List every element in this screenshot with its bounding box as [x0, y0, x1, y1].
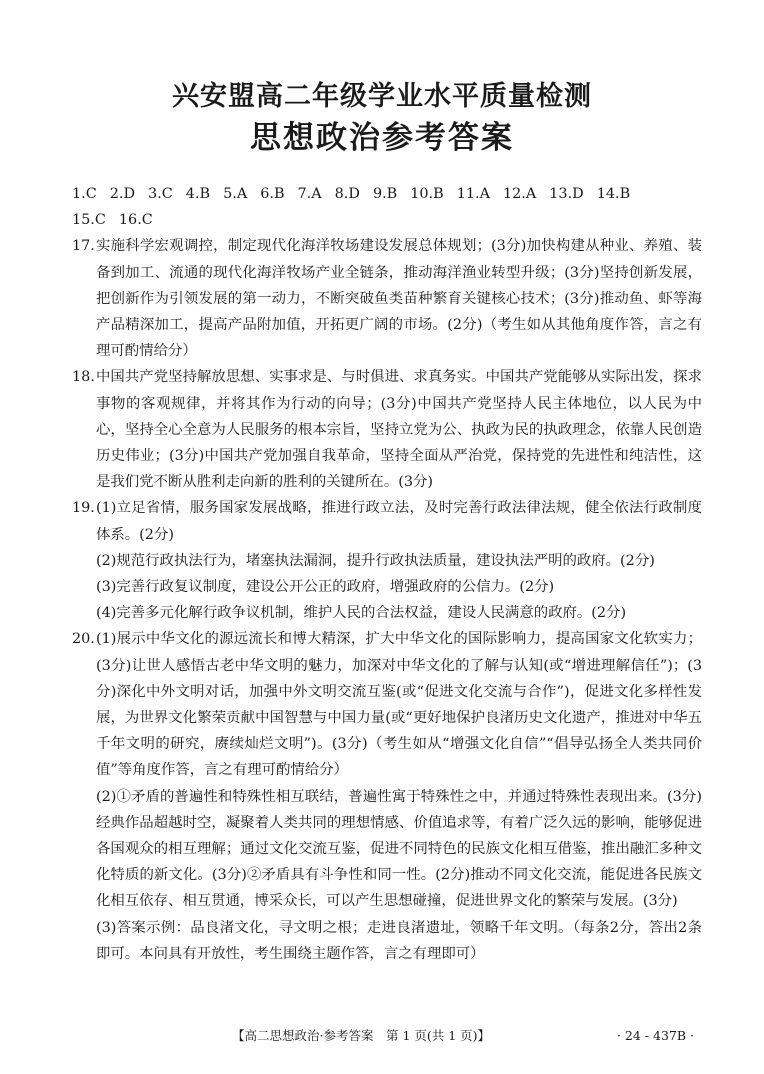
mc-answer: 1.C: [72, 186, 97, 202]
exam-title: 兴安盟高二年级学业水平质量检测: [172, 81, 592, 112]
answer-content: [72, 181, 702, 967]
answer-text: 中国共产党坚持解放思想、实事求是、与时俱进、求真务实。中国共产党能够从实际出发，探求事物的客观规律，并将其作为行动的向导；(3分)中国共产党坚持人民主体地位，以人民为中心，坚持全心全意为人民服务的根本宗旨，坚持立党为公、执政为民的执政理念，依靠人民创造历史伟业；(3分)中国共产党加强自我革命，坚持全面从严治党，保持党的先进性和纯洁性，这是我们党不断从胜利走向新的胜利的关键所在。(3分): [96, 369, 702, 491]
question-20: [72, 626, 702, 967]
question-number: 19.: [72, 500, 95, 517]
mc-answer: 11.A: [456, 186, 490, 202]
sub-answer-3: (3)答案示例：品良渚文化，寻文明之根；走进良渚遗址，领略千年文明。（每条2分，答出2条即可。本问具有开放性，考生围绕主题作答，言之有理即可）: [96, 919, 702, 962]
mc-answer: 3.C: [148, 186, 173, 202]
mc-answers-line-2: [72, 207, 702, 233]
question-number: 20.: [72, 631, 95, 648]
mc-answer: 7.A: [297, 186, 322, 202]
mc-answer: 14.B: [596, 186, 631, 202]
mc-answer: 16.C: [118, 212, 153, 229]
mc-answer: 10.B: [410, 186, 444, 202]
mc-answer: 4.B: [185, 186, 211, 202]
mc-answer: 13.D: [549, 186, 584, 202]
question-17: [72, 233, 702, 364]
mc-answer: 8.D: [334, 186, 360, 202]
mc-answers-line-1: [72, 181, 702, 207]
sub-answer-4: (4)完善多元化解行政争议机制，维护人民的合法权益，建设人民满意的政府。(2分): [96, 605, 627, 622]
sub-answer-1: (1)立足省情，服务国家发展战略，推进行政立法，及时完善行政法律法规，健全依法行政制度体系。(2分): [96, 500, 702, 543]
question-number: 17.: [72, 238, 95, 255]
mc-answer: 5.A: [223, 186, 248, 202]
footer-code: · 24 - 437B ·: [616, 1028, 694, 1043]
sub-answer-3: (3)完善行政复议制度，建设公开公正的政府，增强政府的公信力。(2分): [96, 579, 555, 596]
footer-page-info: 【高二思想政治·参考答案 第 1 页(共 1 页)】: [232, 1028, 491, 1043]
mc-answer: 9.B: [372, 186, 398, 202]
sub-answer-1: (1)展示中华文化的源远流长和博大精深，扩大中华文化的国际影响力，提高国家文化软实力；(3分)让世人感悟古老中华文明的魅力，加深对中华文化的了解与认知(或“增进理解信任”)；(3分)深化中外文明对话，加强中外文明交流互鉴(或“促进文化交流与合作”)，促进文化多样性发展，为世界文化繁荣贡献中国智慧与中国力量(或“更好地保护良渚历史文化遗产，推进对中华五千年文明的研究，赓续灿烂文明”)。(3分)（考生如从“增强文化自信”“倡导弘扬全人类共同价值”等角度作答，言之有理可酌情给分）: [96, 631, 702, 779]
question-18: [72, 364, 702, 495]
question-19: [72, 495, 702, 626]
mc-answer: 12.A: [503, 186, 537, 202]
question-number: 18.: [72, 369, 95, 386]
sub-answer-2: (2)规范行政执法行为，堵塞执法漏洞，提升行政执法质量，建设执法严明的政府。(2分): [96, 552, 655, 569]
mc-answer: 2.D: [109, 186, 136, 202]
mc-answer: 15.C: [72, 212, 106, 229]
document-title: 思想政治参考答案: [250, 120, 514, 156]
sub-answer-2: (2)①矛盾的普遍性和特殊性相互联结，普遍性寓于特殊性之中，并通过特殊性表现出来。(3分)经典作品超越时空，凝聚着人类共同的理想情感、价值追求等，有着广泛久远的影响，能够促进各国观众的相互理解；通过文化交流互鉴，促进不同特色的民族文化相互借鉴，推出融汇多种文化特质的新文化。(3分)②矛盾具有斗争性和同一性。(2分)推动不同文化交流，能促进各民族文化相互依存、相互贯通，博采众长，可以产生思想碰撞，促进世界文化的繁荣与发展。(3分): [96, 788, 702, 910]
page-footer: [0, 1024, 764, 1048]
answer-text: 实施科学宏观调控，制定现代化海洋牧场建设发展总体规划；(3分)加快构建从种业、养殖、装备到加工、流通的现代化海洋牧场产业全链条，推动海洋渔业转型升级；(3分)坚持创新发展，把创新作为引领发展的第一动力，不断突破鱼类苗种繁育关键核心技术；(3分)推动鱼、虾等海产品精深加工，提高产品附加值，开拓更广阔的市场。(2分)（考生如从其他角度作答，言之有理可酌情给分）: [96, 238, 702, 360]
mc-answer: 6.B: [260, 186, 285, 202]
